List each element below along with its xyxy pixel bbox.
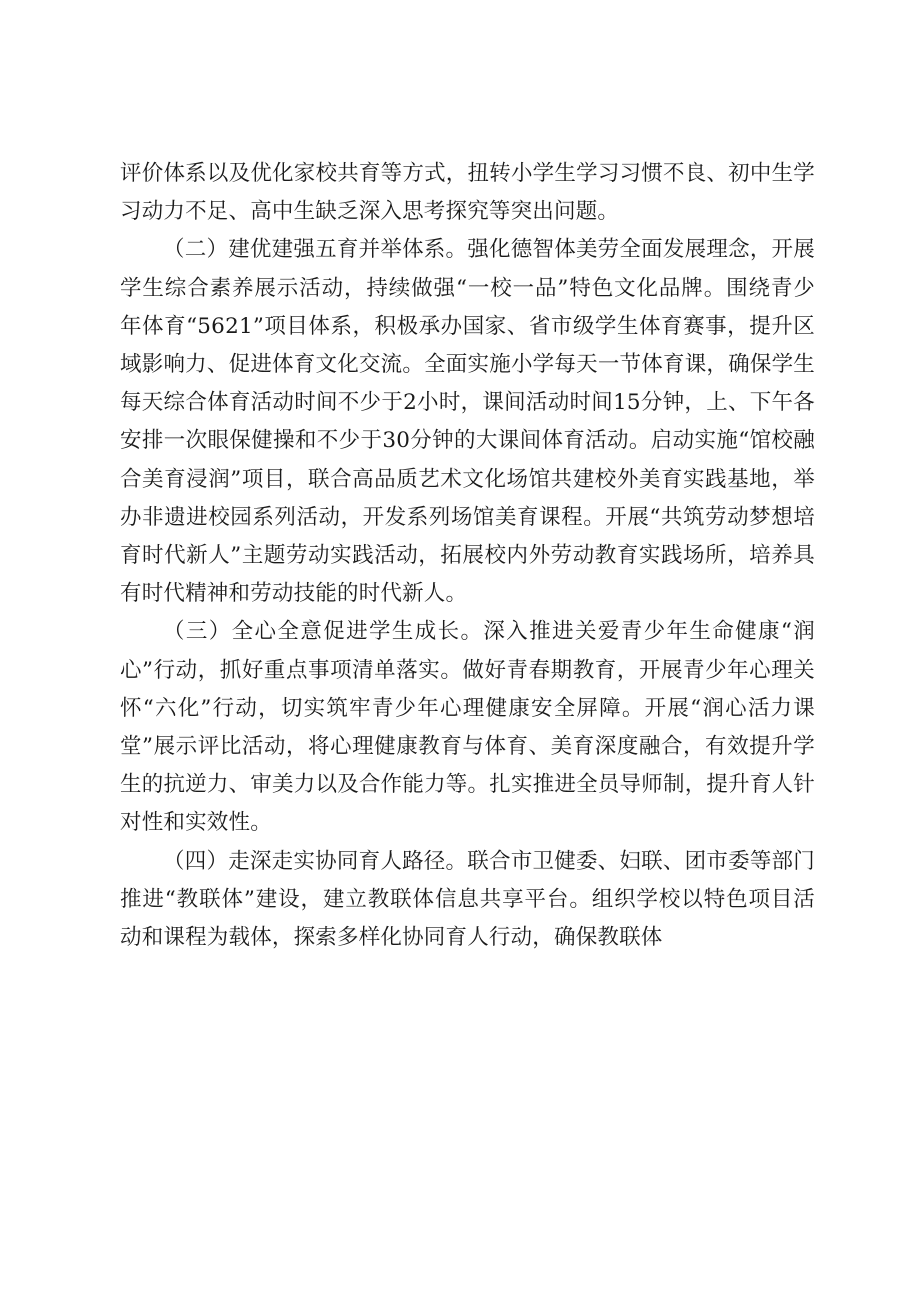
- paragraph-section-4: （四）走深走实协同育人路径。联合市卫健委、妇联、团市委等部门推进“教联体”建设，建立教联体信息共享平台。组织学校以特色项目活动和课程为载体，探索多样化协同育人行动，确保教联体: [120, 848, 815, 951]
- paragraph-section-3: （三）全心全意促进学生成长。深入推进关爱青少年生命健康“润心”行动，抓好重点事项清单落实。做好青春期教育，开展青少年心理关怀“六化”行动，切实筑牢青少年心理健康安全屏障。开展“润心活力课堂”展示评比活动，将心理健康教育与体育、美育深度融合，有效提升学生的抗逆力、审美力以及合作能力等。扎实推进全员导师制，提升育人针对性和实效性。: [120, 619, 815, 836]
- paragraph-continuation: 评价体系以及优化家校共育等方式，扭转小学生学习习惯不良、初中生学习动力不足、高中生缺乏深入思考探究等突出问题。: [120, 161, 815, 225]
- document-body: [120, 155, 815, 957]
- paragraph-section-2: （二）建优建强五育并举体系。强化德智体美劳全面发展理念，开展学生综合素养展示活动，持续做强“一校一品”特色文化品牌。围绕青少年体育“5621”项目体系，积极承办国家、省市级学生体育赛事，提升区域影响力、促进体育文化交流。全面实施小学每天一节体育课，确保学生每天综合体育活动时间不少于2小时，课间活动时间15分钟，上、下午各安排一次眼保健操和不少于30分钟的大课间体育活动。启动实施“馆校融合美育浸润”项目，联合高品质艺术文化场馆共建校外美育实践基地，举办非遗进校园系列活动，开发系列场馆美育课程。开展“共筑劳动梦想培育时代新人”主题劳动实践活动，拓展校内外劳动教育实践场所，培养具有时代精神和劳动技能的时代新人。: [120, 237, 815, 607]
